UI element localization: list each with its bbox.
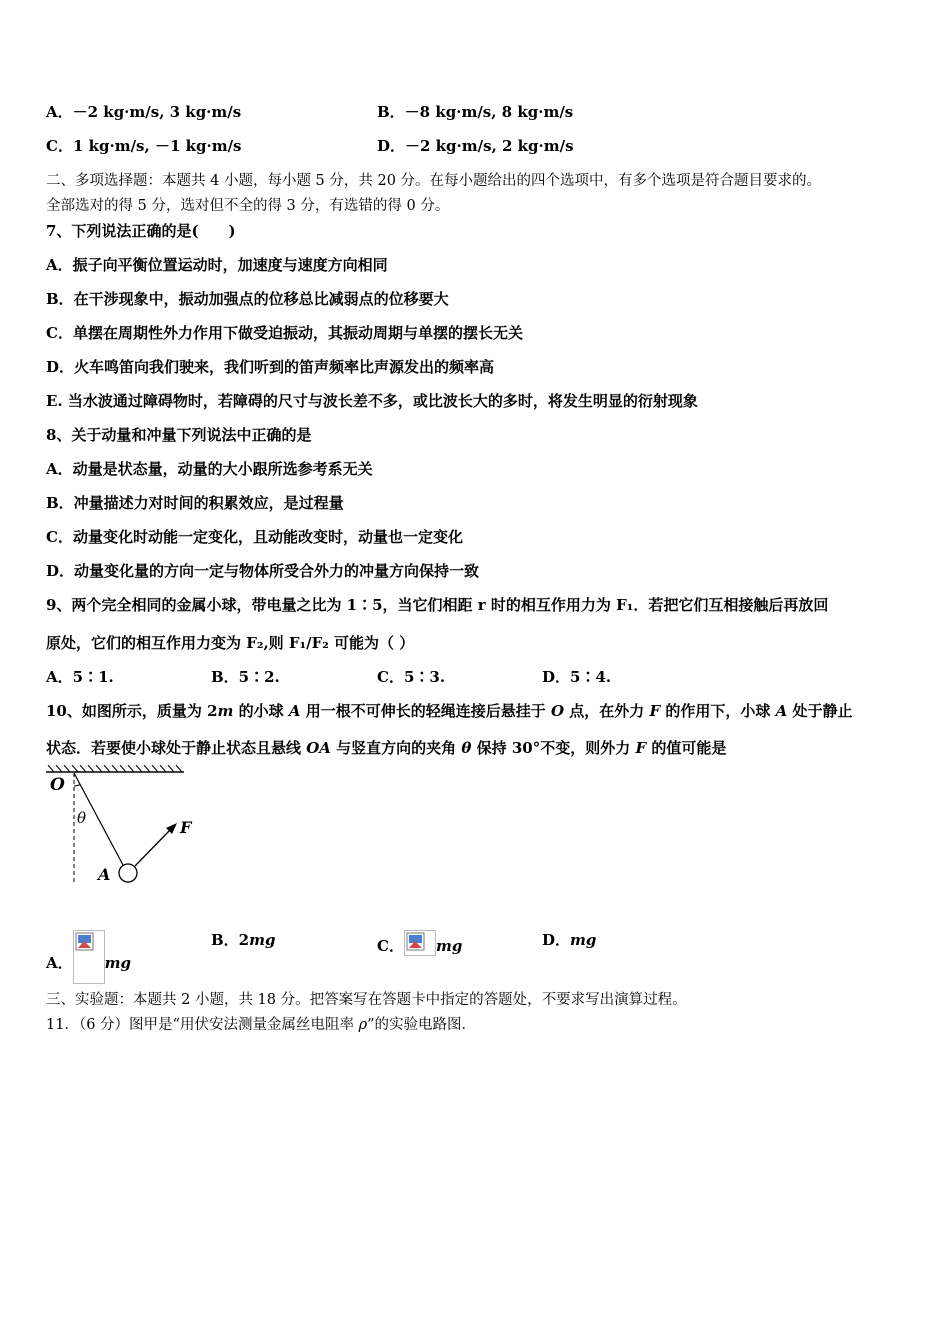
force-arrow [135, 828, 172, 866]
label-o: O [50, 775, 65, 795]
q10-stem-line2: 状态．若要使小球处于静止状态且悬线 OA 与竖直方向的夹角 θ 保持 30°不变，则外力 F 的值可能是 [46, 739, 727, 757]
q9-option-c: C．5∶3. [377, 668, 446, 686]
q8-option-b: B．冲量描述力对时间的积累效应，是过程量 [46, 494, 344, 512]
section2-heading-line2: 全部选对的得 5 分，选对但不全的得 3 分，有选错的得 0 分。 [46, 198, 450, 214]
q9-stem-line1: 9、两个完全相同的金属小球，带电量之比为 1∶5，当它们相距 r 时的相互作用力为 F₁．若把它们互相接触后再放回 [46, 596, 829, 614]
broken-image-icon [73, 930, 105, 984]
label-theta: θ [77, 809, 87, 827]
q6-option-d: D．－2 kg·m/s, 2 kg·m/s [377, 137, 574, 155]
q7-stem: 7、下列说法正确的是( ) [46, 222, 236, 240]
ball-a [119, 864, 137, 882]
q10-option-a: A． mg [46, 930, 131, 984]
q6-option-a: A．－2 kg·m/s, 3 kg·m/s [46, 103, 242, 121]
q8-stem: 8、关于动量和冲量下列说法中正确的是 [46, 426, 312, 444]
q6-option-c: C．1 kg·m/s, －1 kg·m/s [46, 137, 242, 155]
label-a: A [98, 865, 111, 884]
angle-arc [74, 785, 80, 787]
q8-option-c: C．动量变化时动能一定变化，且动能改变时，动量也一定变化 [46, 528, 463, 546]
label-f: F [180, 818, 192, 837]
q9-stem-line2: 原处，它们的相互作用力变为 F₂,则 F₁/F₂ 可能为（ ） [46, 634, 415, 652]
q8-option-d: D．动量变化量的方向一定与物体所受合外力的冲量方向保持一致 [46, 562, 480, 580]
q9-option-b: B．5∶2. [211, 668, 280, 686]
q7-option-b: B．在干涉现象中，振动加强点的位移总比减弱点的位移要大 [46, 290, 449, 308]
q10-stem-line1: 10、如图所示，质量为 2m 的小球 A 用一根不可伸长的轻绳连接后悬挂于 O 点，在外力 F 的作用下，小球 A 处于静止 [46, 702, 853, 720]
pendulum-figure [44, 764, 194, 886]
q11-stem: 11．（6 分）图甲是“用伏安法测量金属丝电阻率 ρ”的实验电路图． [46, 1017, 477, 1033]
q10-option-d: D．mg [542, 931, 597, 949]
q7-option-d: D．火车鸣笛向我们驶来，我们听到的笛声频率比声源发出的频率高 [46, 358, 495, 376]
q9-option-d: D．5∶4. [542, 668, 612, 686]
q6-option-b: B．－8 kg·m/s, 8 kg·m/s [377, 103, 574, 121]
ceiling-hatch [48, 765, 182, 772]
q7-option-e: E. 当水波通过障碍物时，若障碍的尺寸与波长差不多，或比波长大的多时，将发生明显的衍射现象 [46, 392, 698, 410]
broken-image-icon [404, 930, 436, 956]
section2-heading-line1: 二、多项选择题：本题共 4 小题，每小题 5 分，共 20 分。在每小题给出的四个选项中，有多个选项是符合题目要求的。 [46, 173, 822, 189]
q9-option-a: A．5∶1. [46, 668, 114, 686]
q10-option-b: B．2mg [211, 931, 276, 949]
section3-heading: 三、实验题：本题共 2 小题，共 18 分。把答案写在答题卡中指定的答题处，不要求写出演算过程。 [46, 992, 687, 1008]
q7-option-a: A．振子向平衡位置运动时，加速度与速度方向相同 [46, 256, 388, 274]
q10-option-c: C． mg [377, 930, 462, 956]
q7-option-c: C．单摆在周期性外力作用下做受迫振动，其振动周期与单摆的摆长无关 [46, 324, 523, 342]
q8-option-a: A．动量是状态量，动量的大小跟所选参考系无关 [46, 460, 373, 478]
